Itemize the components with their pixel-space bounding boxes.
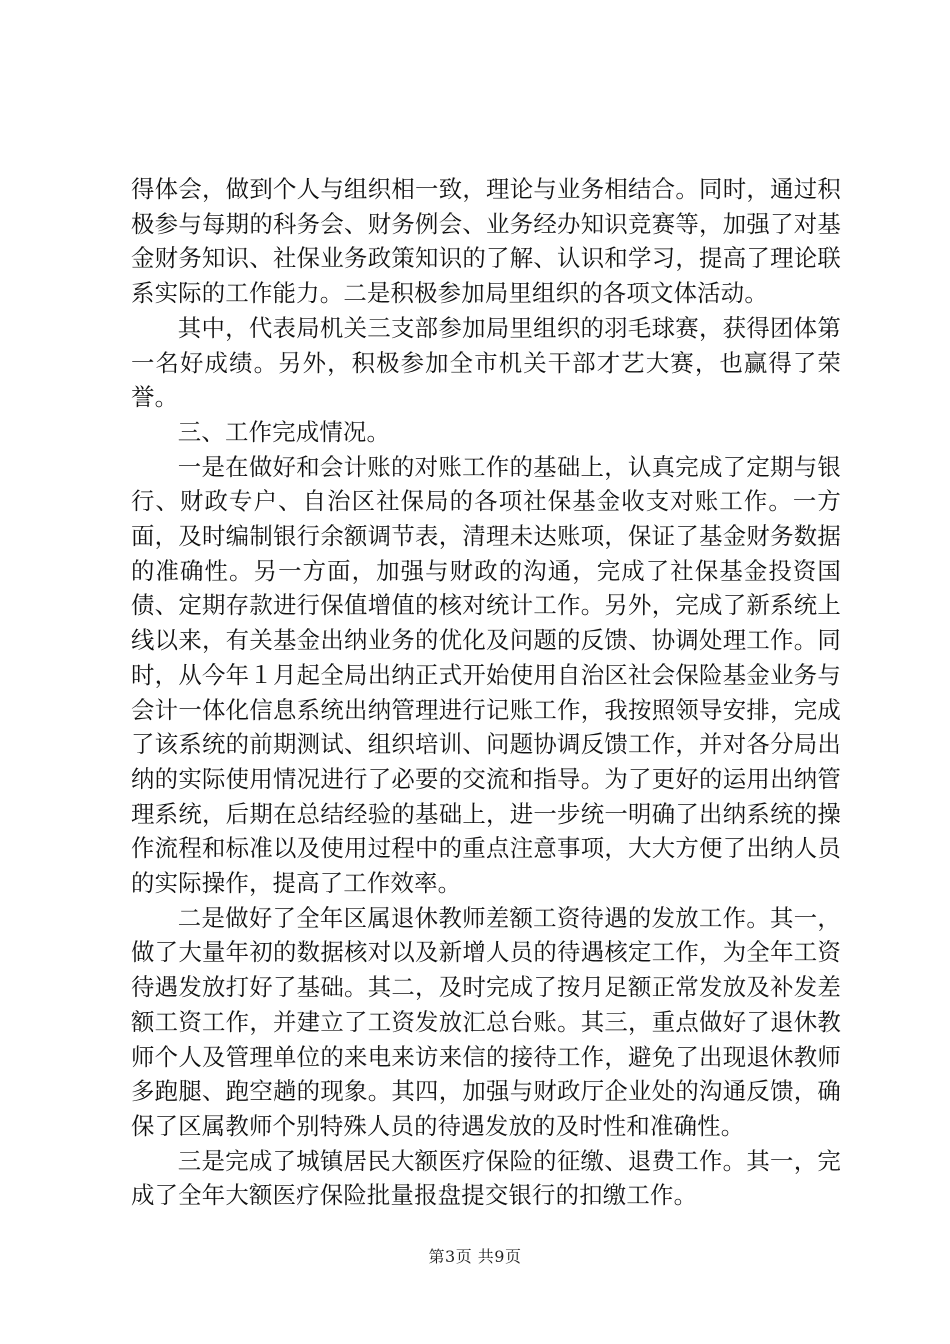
section-heading-work-completion: 三、工作完成情况。 — [177, 417, 391, 446]
paragraph-medical-insurance: 三是完成了城镇居民大额医疗保险的征缴、退费工作。其一，完成了全年大额医疗保险批量报盘提交银行的扣缴工作。 — [131, 1146, 841, 1210]
document-body — [131, 172, 841, 1213]
paragraph-reconciliation-work: 一是在做好和会计账的对账工作的基础上，认真完成了定期与银行、财政专户、自治区社保局的各项社保基金收支对账工作。一方面，及时编制银行余额调节表，清理未达账项，保证了基金财务数据的准确性。另一方面，加强与财政的沟通，完成了社保基金投资国债、定期存款进行保值增值的核对统计工作。另外，完成了新系统上线以来，有关基金出纳业务的优化及问题的反馈、协调处理工作。同时，从今年１月起全局出纳正式开始使用自治区社会保险基金业务与会计一体化信息系统出纳管理进行记账工作，我按照领导安排，完成了该系统的前期测试、组织培训、问题协调反馈工作，并对各分局出纳的实际使用情况进行了必要的交流和指导。为了更好的运用出纳管理系统，后期在总结经验的基础上，进一步统一明确了出纳系统的操作流程和标准以及使用过程中的重点注意事项，大大方便了出纳人员的实际操作，提高了工作效率。 — [131, 452, 841, 898]
paragraph-retired-teachers-wages: 二是做好了全年区属退休教师差额工资待遇的发放工作。其一，做了大量年初的数据核对以及新增人员的待遇核定工作，为全年工资待遇发放打好了基础。其二，及时完成了按月足额正常发放及补发差额工资工作，并建立了工资发放汇总台账。其三，重点做好了退休教师个人及管理单位的来电来访来信的接待工作，避免了出现退休教师多跑腿、跑空趟的现象。其四，加强与财政厅企业处的沟通反馈，确保了区属教师个别特殊人员的待遇发放的及时性和准确性。 — [131, 903, 841, 1140]
paragraph-sports-event: 其中，代表局机关三支部参加局里组织的羽毛球赛，获得团体第一名好成绩。另外，积极参加全市机关干部才艺大赛，也赢得了荣誉。 — [131, 313, 841, 412]
paragraph-continued: 得体会，做到个人与组织相一致，理论与业务相结合。同时，通过积极参与每期的科务会、财务例会、业务经办知识竞赛等，加强了对基金财务知识、社保业务政策知识的了解、认识和学习，提高了理论联系实际的工作能力。二是积极参加局里组织的各项文体活动。 — [131, 175, 841, 308]
page-number-footer: 第3页 共9页 — [428, 1247, 522, 1266]
